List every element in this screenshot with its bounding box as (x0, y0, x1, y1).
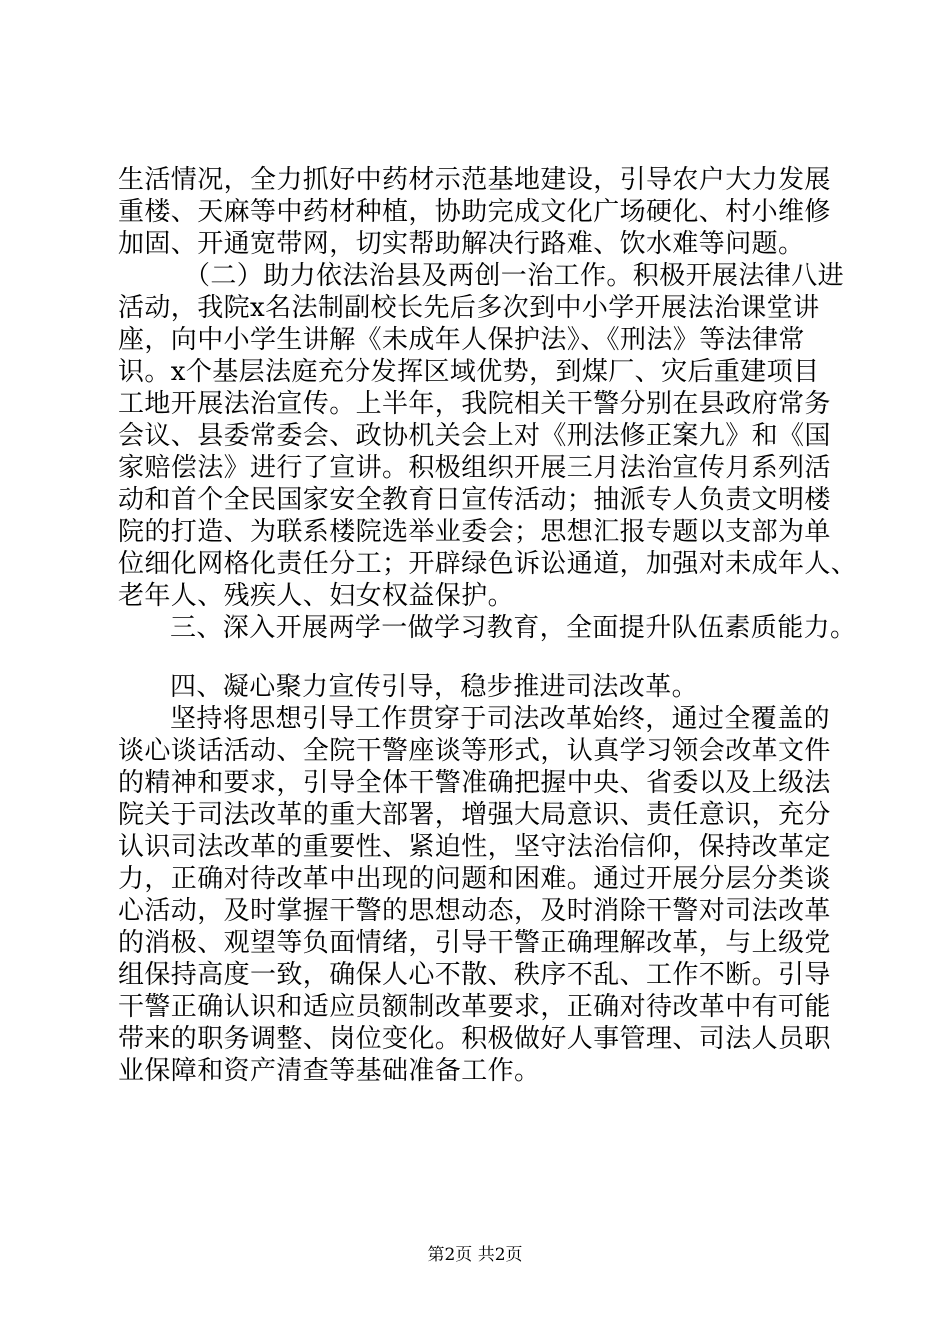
section-heading-4: 四、凝心聚力宣传引导，稳步推进司法改革。 (170, 672, 699, 702)
document-body (118, 164, 858, 1087)
text-line: 识。x个基层法庭充分发挥区域优势，到煤厂、灾后重建项目 (118, 357, 820, 387)
text-line: 院的打造、为联系楼院选举业委会；思想汇报专题以支部为单 (118, 517, 831, 547)
text-line: 的精神和要求，引导全体干警准确把握中央、省委以及上级法 (118, 768, 831, 798)
text-line: 会议、县委常委会、政协机关会上对《刑法修正案九》和《国 (118, 421, 831, 451)
text-line: 生活情况，全力抓好中药材示范基地建设，引导农户大力发展 (118, 165, 831, 195)
paragraph-gap (118, 644, 843, 671)
text-line: 老年人、残疾人、妇女权益保护。 (118, 581, 515, 611)
text-line: 的消极、观望等负面情绪，引导干警正确理解改革，与上级党 (118, 928, 831, 958)
text-line: 工地开展法治宣传。上半年，我院相关干警分别在县政府常务 (118, 389, 831, 419)
text-line: 家赔偿法》进行了宣讲。积极组织开展三月法治宣传月系列活 (118, 453, 831, 483)
text-line: 业保障和资产清查等基础准备工作。 (118, 1056, 541, 1086)
text-line: 加固、开通宽带网，切实帮助解决行路难、饮水难等问题。 (118, 229, 805, 259)
text-line: 认识司法改革的重要性、紧迫性，坚守法治信仰，保持改革定 (118, 832, 831, 862)
text-line: 力，正确对待改革中出现的问题和困难。通过开展分层分类谈 (118, 864, 831, 894)
page-footer (0, 1244, 950, 1266)
text-line: 位细化网格化责任分工；开辟绿色诉讼通道，加强对未成年人、 (118, 549, 858, 579)
text-line: 座，向中小学生讲解《未成年人保护法》、《刑法》等法律常 (118, 325, 805, 355)
text-line: 谈心谈话活动、全院干警座谈等形式，认真学习领会改革文件 (118, 736, 831, 766)
section-heading-3: 三、深入开展两学一做学习教育，全面提升队伍素质能力。 (170, 613, 857, 643)
page-number: 第2页 共2页 (427, 1245, 523, 1265)
text-line: 心活动，及时掌握干警的思想动态，及时消除干警对司法改革 (118, 896, 831, 926)
text-line: 组保持高度一致，确保人心不散、秩序不乱、工作不断。引导 (118, 960, 831, 990)
text-line: 活动，我院x名法制副校长先后多次到中小学开展法治课堂讲 (118, 293, 820, 323)
text-line: 动和首个全民国家安全教育日宣传活动；抽派专人负责文明楼 (118, 485, 831, 515)
text-line: 带来的职务调整、岗位变化。积极做好人事管理、司法人员职 (118, 1024, 831, 1054)
text-line: 重楼、天麻等中药材种植，协助完成文化广场硬化、村小维修 (118, 197, 831, 227)
text-line: 干警正确认识和适应员额制改革要求，正确对待改革中有可能 (118, 992, 831, 1022)
section-heading-line: （二）助力依法治县及两创一治工作。积极开展法律八进 (184, 261, 845, 291)
text-line: 坚持将思想引导工作贯穿于司法改革始终，通过全覆盖的 (170, 704, 831, 734)
text-line: 院关于司法改革的重大部署，增强大局意识、责任意识，充分 (118, 800, 831, 830)
